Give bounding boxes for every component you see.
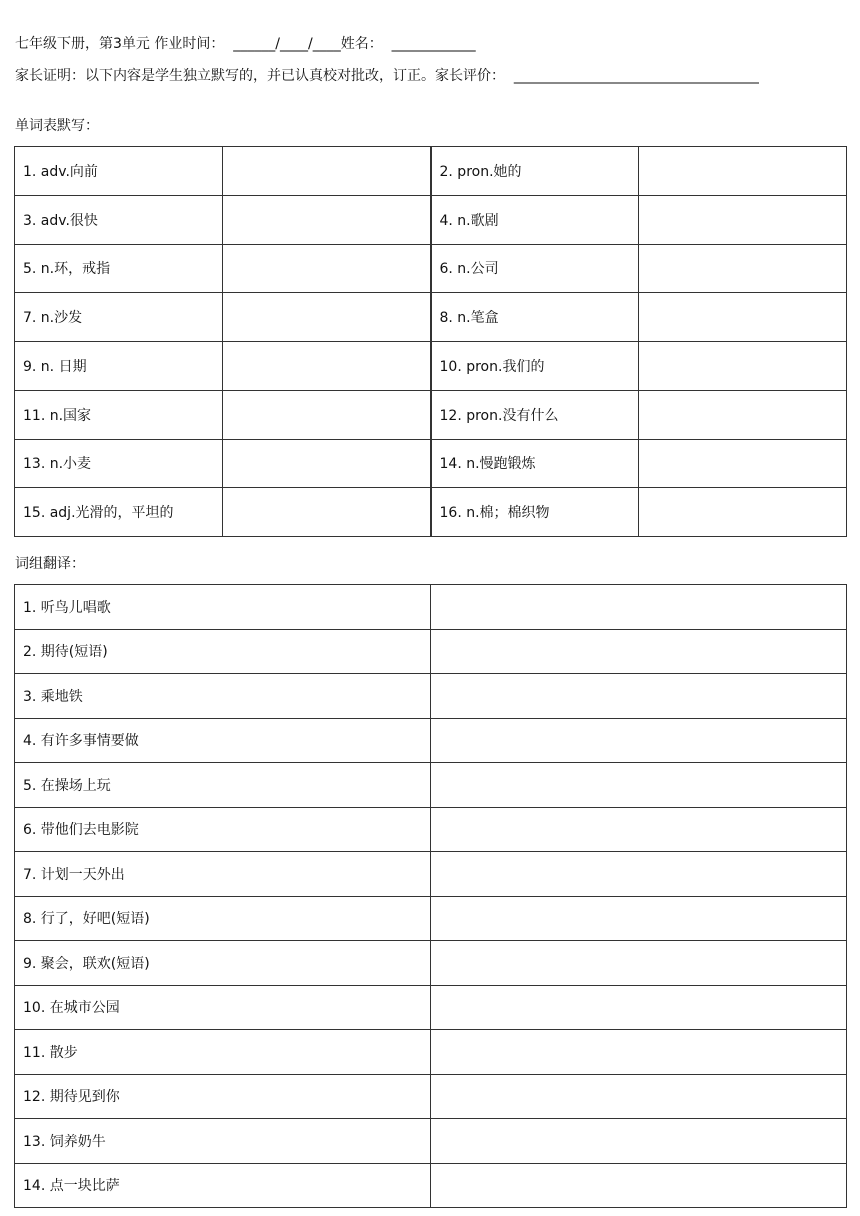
vocab-prompt: 15. adj.光滑的，平坦的 [15,488,223,537]
phrase-answer-cell[interactable] [431,718,847,763]
phrase-prompt: 11. 散步 [15,1030,431,1075]
phrase-prompt: 14. 点一块比萨 [15,1163,431,1208]
phrase-prompt: 9. 聚会，联欢(短语) [15,941,431,986]
vocab-prompt: 11. n.国家 [15,390,223,439]
vocab-answer-cell[interactable] [639,244,847,293]
phrase-row [15,807,847,852]
phrase-row [15,1074,847,1119]
vocab-prompt: 3. adv.很快 [15,195,223,244]
phrase-row [15,629,847,674]
phrase-answer-cell[interactable] [431,896,847,941]
phrase-prompt: 6. 带他们去电影院 [15,807,431,852]
phrase-answer-cell[interactable] [431,807,847,852]
phrase-row [15,852,847,897]
phrase-row [15,718,847,763]
phrase-section-title: 词组翻译： [15,556,85,572]
phrase-prompt: 10. 在城市公园 [15,985,431,1030]
vocab-section-title: 单词表默写： [15,118,99,134]
vocab-prompt: 13. n.小麦 [15,439,223,488]
vocab-prompt: 4. n.歌剧 [431,195,639,244]
phrase-row [15,896,847,941]
vocab-answer-cell[interactable] [223,439,431,488]
phrase-row [15,1119,847,1164]
phrase-answer-cell[interactable] [431,674,847,719]
header-assignment-line: 七年级下册，第3单元 作业时间： ______/____/____姓名： ____________ [15,36,476,52]
vocab-row [15,293,847,342]
vocab-row [15,147,847,196]
vocab-answer-cell[interactable] [223,390,431,439]
vocab-prompt: 12. pron.没有什么 [431,390,639,439]
phrase-prompt: 8. 行了，好吧(短语) [15,896,431,941]
vocab-prompt: 16. n.棉；棉织物 [431,488,639,537]
vocab-row [15,390,847,439]
phrase-answer-cell[interactable] [431,1030,847,1075]
vocab-answer-cell[interactable] [223,342,431,391]
phrase-prompt: 7. 计划一天外出 [15,852,431,897]
vocab-prompt: 10. pron.我们的 [431,342,639,391]
vocab-row [15,488,847,537]
vocab-answer-cell[interactable] [639,195,847,244]
phrase-row [15,985,847,1030]
vocab-answer-cell[interactable] [223,244,431,293]
phrase-answer-cell[interactable] [431,852,847,897]
phrase-translation-table [14,584,847,1208]
phrase-answer-cell[interactable] [431,763,847,808]
phrase-row [15,941,847,986]
vocab-answer-cell[interactable] [223,488,431,537]
vocab-prompt: 1. adv.向前 [15,147,223,196]
vocab-row [15,244,847,293]
phrase-answer-cell[interactable] [431,985,847,1030]
vocab-prompt: 2. pron.她的 [431,147,639,196]
phrase-prompt: 3. 乘地铁 [15,674,431,719]
phrase-answer-cell[interactable] [431,1163,847,1208]
phrase-row [15,763,847,808]
phrase-prompt: 1. 听鸟儿唱歌 [15,585,431,630]
vocab-dictation-table [14,146,847,537]
phrase-answer-cell[interactable] [431,629,847,674]
phrase-row [15,674,847,719]
vocab-answer-cell[interactable] [223,293,431,342]
vocab-answer-cell[interactable] [223,195,431,244]
vocab-prompt: 8. n.笔盒 [431,293,639,342]
vocab-answer-cell[interactable] [639,439,847,488]
phrase-answer-cell[interactable] [431,585,847,630]
vocab-answer-cell[interactable] [639,390,847,439]
vocab-prompt: 7. n.沙发 [15,293,223,342]
vocab-answer-cell[interactable] [639,293,847,342]
phrase-prompt: 5. 在操场上玩 [15,763,431,808]
vocab-row [15,342,847,391]
phrase-prompt: 12. 期待见到你 [15,1074,431,1119]
vocab-row [15,439,847,488]
vocab-prompt: 6. n.公司 [431,244,639,293]
phrase-answer-cell[interactable] [431,1119,847,1164]
phrase-row [15,1163,847,1208]
phrase-answer-cell[interactable] [431,1074,847,1119]
vocab-prompt: 5. n.环，戒指 [15,244,223,293]
phrase-prompt: 2. 期待(短语) [15,629,431,674]
vocab-answer-cell[interactable] [639,342,847,391]
phrase-answer-cell[interactable] [431,941,847,986]
vocab-answer-cell[interactable] [639,147,847,196]
vocab-prompt: 9. n. 日期 [15,342,223,391]
vocab-prompt: 14. n.慢跑锻炼 [431,439,639,488]
phrase-prompt: 4. 有许多事情要做 [15,718,431,763]
vocab-answer-cell[interactable] [223,147,431,196]
vocab-answer-cell[interactable] [639,488,847,537]
phrase-prompt: 13. 饲养奶牛 [15,1119,431,1164]
vocab-row [15,195,847,244]
phrase-row [15,585,847,630]
phrase-row [15,1030,847,1075]
header-parent-certification-line: 家长证明：以下内容是学生独立默写的，并已认真校对批改，订正。家长评价： ___________________________________ [15,68,759,84]
